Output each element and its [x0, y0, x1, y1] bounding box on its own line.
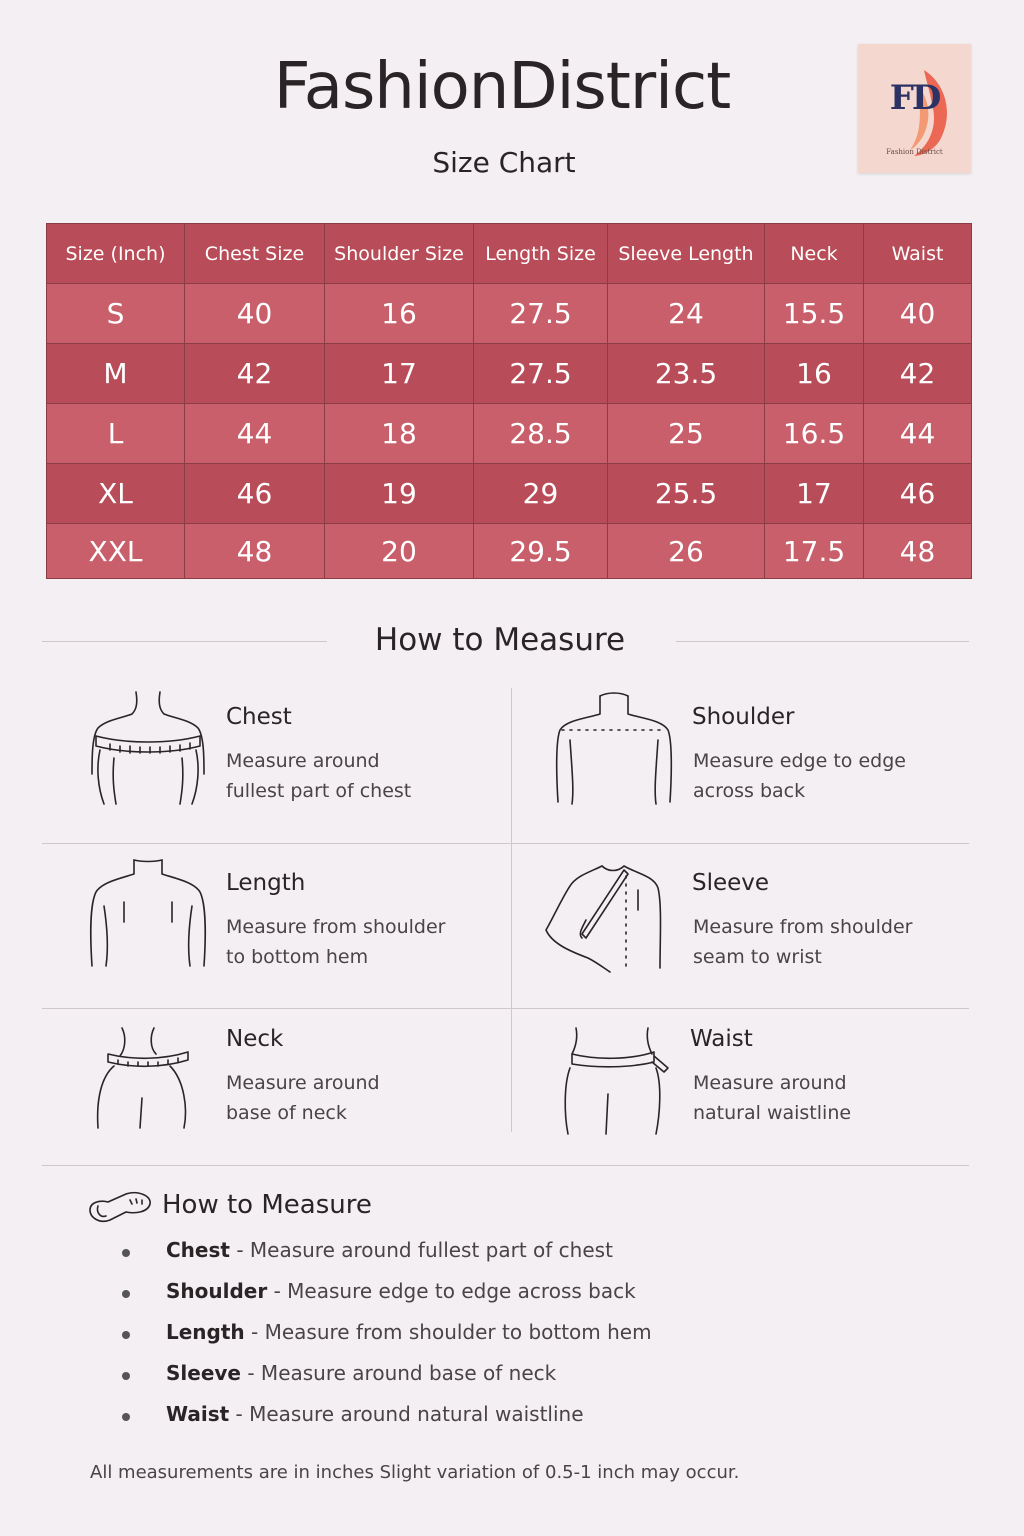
measure-desc-line: Measure around	[693, 1072, 847, 1094]
table-cell: 18	[325, 404, 474, 464]
size-label: L	[47, 404, 185, 464]
column-header: Chest Size	[185, 224, 325, 284]
logo-monogram: FD	[889, 78, 940, 118]
table-cell: 26	[608, 524, 765, 579]
table-cell: 17.5	[765, 524, 864, 579]
list-item-text: - Measure edge to edge across back	[273, 1279, 636, 1303]
column-header: Neck	[765, 224, 864, 284]
table-row	[47, 344, 972, 404]
list-item	[118, 1238, 652, 1279]
list-item	[118, 1279, 652, 1320]
divider	[42, 1008, 969, 1009]
size-table	[46, 223, 972, 579]
brand-logo	[858, 44, 971, 173]
brand-title: FashionDistrict	[273, 50, 731, 124]
page-subtitle: Size Chart	[432, 146, 576, 179]
table-cell: 46	[864, 464, 972, 524]
measure-title: Waist	[690, 1026, 753, 1052]
column-header: Length Size	[474, 224, 608, 284]
table-cell: 48	[185, 524, 325, 579]
column-header: Shoulder Size	[325, 224, 474, 284]
table-cell: 29	[474, 464, 608, 524]
list-item	[118, 1320, 652, 1361]
table-cell: 17	[765, 464, 864, 524]
table-cell: 42	[185, 344, 325, 404]
measure-card-shoulder	[512, 680, 970, 840]
summary-title: How to Measure	[162, 1190, 372, 1220]
table-cell: 19	[325, 464, 474, 524]
measure-desc	[226, 1068, 380, 1128]
measure-title: Shoulder	[692, 704, 795, 730]
waist-figure-icon	[556, 1024, 676, 1139]
footnote: All measurements are in inches Slight variation of 0.5-1 inch may occur.	[90, 1462, 740, 1483]
list-item-text: - Measure around base of neck	[247, 1361, 557, 1385]
list-item-term: Waist	[166, 1402, 230, 1426]
column-header: Waist	[864, 224, 972, 284]
measure-desc-line: to bottom hem	[226, 946, 369, 968]
column-header: Sleeve Length	[608, 224, 765, 284]
table-cell: 40	[864, 284, 972, 344]
measure-title: Chest	[226, 704, 292, 730]
measure-desc	[693, 912, 913, 972]
table-cell: 27.5	[474, 344, 608, 404]
table-header-row	[47, 224, 972, 284]
list-item	[118, 1361, 652, 1402]
list-item-term: Sleeve	[166, 1361, 241, 1385]
measure-desc	[693, 1068, 851, 1128]
measure-desc-line: seam to wrist	[693, 946, 822, 968]
size-label: XL	[47, 464, 185, 524]
bullet-icon	[122, 1372, 130, 1380]
list-item-text: - Measure from shoulder to bottom hem	[251, 1320, 652, 1344]
measure-card-waist	[512, 1012, 970, 1132]
sleeve-figure-icon	[542, 860, 682, 990]
table-cell: 27.5	[474, 284, 608, 344]
table-cell: 44	[864, 404, 972, 464]
table-cell: 16	[765, 344, 864, 404]
measure-card-length	[0, 846, 511, 1006]
divider	[42, 843, 969, 844]
measure-card-sleeve	[512, 846, 970, 1006]
table-cell: 46	[185, 464, 325, 524]
table-cell: 28.5	[474, 404, 608, 464]
table-cell: 44	[185, 404, 325, 464]
table-row	[47, 404, 972, 464]
chest-figure-icon	[86, 688, 216, 818]
measure-desc-line: Measure from shoulder	[226, 916, 446, 938]
table-cell: 15.5	[765, 284, 864, 344]
length-figure-icon	[86, 856, 216, 986]
measuring-tape-icon	[86, 1190, 156, 1226]
table-cell: 29.5	[474, 524, 608, 579]
table-cell: 48	[864, 524, 972, 579]
measure-desc-line: Measure from shoulder	[693, 916, 913, 938]
table-cell: 17	[325, 344, 474, 404]
bullet-icon	[122, 1413, 130, 1421]
table-cell: 42	[864, 344, 972, 404]
measure-title: Sleeve	[692, 870, 770, 896]
measure-desc-line: Measure around	[226, 750, 380, 772]
list-item	[118, 1402, 652, 1443]
list-item-term: Chest	[166, 1238, 230, 1262]
section-title: How to Measure	[374, 622, 626, 658]
measure-desc-line: fullest part of chest	[226, 780, 412, 802]
size-label: S	[47, 284, 185, 344]
measure-desc	[226, 912, 446, 972]
measure-desc	[226, 746, 411, 806]
bullet-icon	[122, 1290, 130, 1298]
size-label: XXL	[47, 524, 185, 579]
measure-card-chest	[0, 680, 511, 840]
bullet-icon	[122, 1331, 130, 1339]
list-item-term: Shoulder	[166, 1279, 268, 1303]
measure-desc-line: Measure edge to edge	[693, 750, 906, 772]
table-cell: 16.5	[765, 404, 864, 464]
table-cell: 25.5	[608, 464, 765, 524]
list-item-term: Length	[166, 1320, 245, 1344]
table-cell: 23.5	[608, 344, 765, 404]
list-item-text: - Measure around fullest part of chest	[236, 1238, 613, 1262]
measure-card-neck	[0, 1012, 511, 1132]
measure-summary-list	[118, 1238, 652, 1443]
logo-tagline: Fashion District	[886, 148, 943, 156]
list-item-text: - Measure around natural waistline	[235, 1402, 584, 1426]
measure-desc-line: across back	[693, 780, 806, 802]
measure-desc-line: Measure around	[226, 1072, 380, 1094]
table-cell: 24	[608, 284, 765, 344]
table-cell: 16	[325, 284, 474, 344]
table-row	[47, 524, 972, 579]
column-header: Size (Inch)	[47, 224, 185, 284]
measure-desc	[693, 746, 906, 806]
table-row	[47, 284, 972, 344]
measure-desc-line: natural waistline	[693, 1102, 852, 1124]
shoulder-figure-icon	[552, 690, 682, 820]
bullet-icon	[122, 1249, 130, 1257]
table-cell: 25	[608, 404, 765, 464]
neck-figure-icon	[92, 1018, 212, 1133]
measure-title: Length	[226, 870, 306, 896]
table-cell: 40	[185, 284, 325, 344]
table-cell: 20	[325, 524, 474, 579]
size-label: M	[47, 344, 185, 404]
divider	[42, 1165, 969, 1166]
measure-desc-line: base of neck	[226, 1102, 347, 1124]
measure-title: Neck	[226, 1026, 284, 1052]
table-row	[47, 464, 972, 524]
